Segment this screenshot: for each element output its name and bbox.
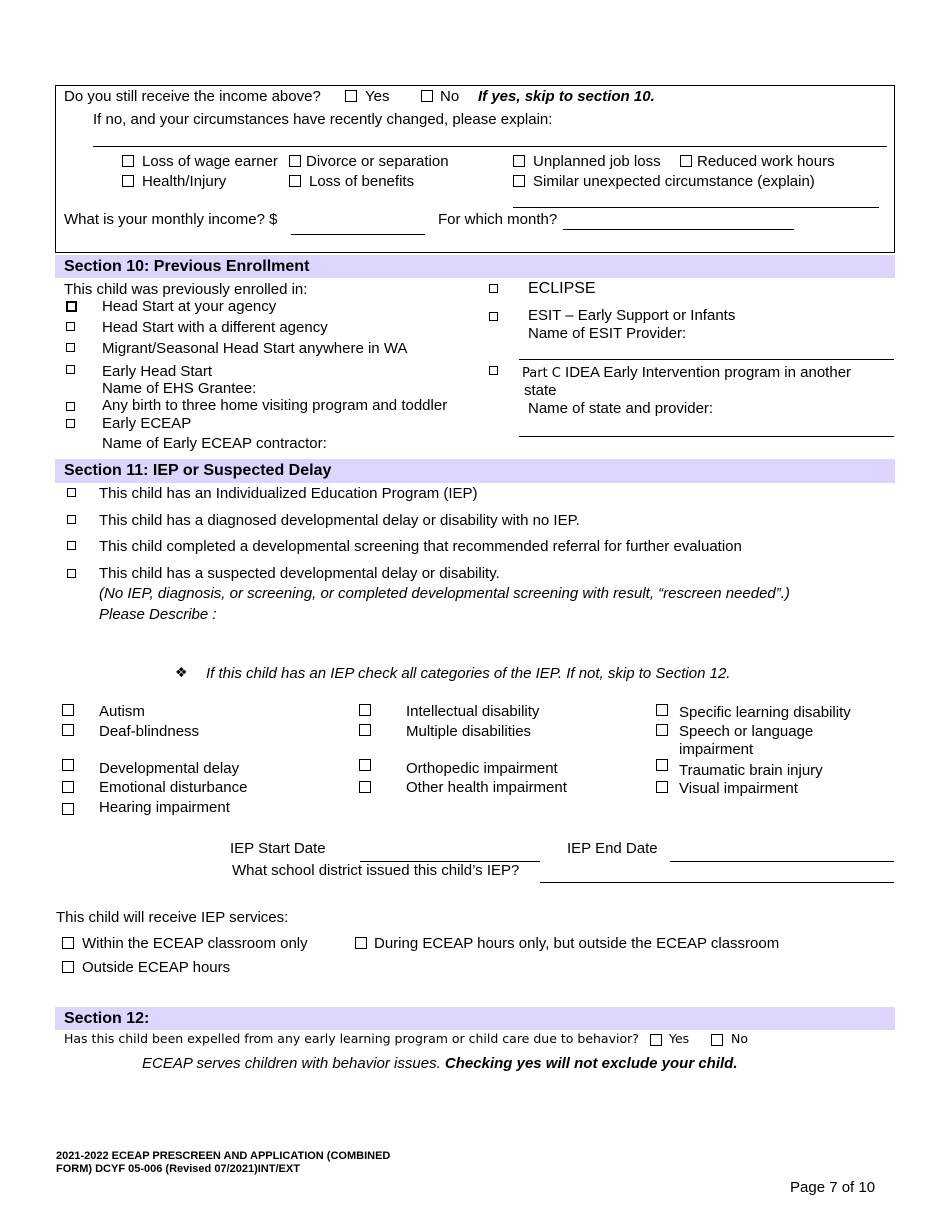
- esit-label: ESIT – Early Support or Infants: [528, 307, 736, 324]
- skip-note: If yes, skip to section 10.: [478, 88, 655, 105]
- health-checkbox[interactable]: [122, 175, 134, 187]
- ehs-label: Early Head Start: [102, 363, 213, 380]
- deaf-blind-checkbox[interactable]: [62, 724, 74, 736]
- job-loss-label: Unplanned job loss: [533, 153, 661, 170]
- monthly-income-field[interactable]: [291, 234, 425, 235]
- income-yes-checkbox[interactable]: [345, 90, 357, 102]
- during-hours-checkbox[interactable]: [355, 937, 367, 949]
- section11-header: [55, 459, 895, 483]
- loss-wage-checkbox[interactable]: [122, 155, 134, 167]
- section10-header: [55, 255, 895, 278]
- ehs-grantee-label: Name of EHS Grantee:: [102, 380, 257, 397]
- behavior-note-bold: Checking yes will not exclude your child.: [444, 1055, 738, 1072]
- speech-label: Speech or language: [679, 723, 814, 740]
- intellectual-label: Intellectual disability: [406, 703, 540, 720]
- hearing-checkbox[interactable]: [62, 803, 74, 815]
- outside-hours-checkbox[interactable]: [62, 961, 74, 973]
- diamond-bullet-icon: ❖: [175, 664, 188, 680]
- footer-form-number: FORM) DCYF 05-006 (Revised 07/2021)INT/EXT: [56, 1163, 300, 1175]
- speech-checkbox[interactable]: [656, 724, 668, 736]
- monthly-income-label: What is your monthly income? $: [64, 211, 278, 228]
- reduced-hours-checkbox[interactable]: [680, 155, 692, 167]
- suspected-label: This child has a suspected developmental delay or disability.: [99, 565, 500, 582]
- during-hours-label: During ECEAP hours only, but outside the ECEAP classroom: [374, 935, 780, 952]
- ehs-checkbox[interactable]: [66, 365, 75, 374]
- income-no-checkbox[interactable]: [421, 90, 433, 102]
- multiple-checkbox[interactable]: [359, 724, 371, 736]
- income-yes-label: Yes: [365, 88, 390, 105]
- district-field[interactable]: [540, 882, 894, 883]
- income-no-label: No: [440, 88, 460, 105]
- suspected-checkbox[interactable]: [67, 569, 76, 578]
- divorce-label: Divorce or separation: [306, 153, 449, 170]
- state-provider-label: Name of state and provider:: [528, 400, 714, 417]
- behavior-note-plain: ECEAP serves children with behavior issues.: [142, 1055, 445, 1072]
- tbi-checkbox[interactable]: [656, 759, 668, 771]
- loss-wage-label: Loss of wage earner: [142, 153, 278, 170]
- tbi-label: Traumatic brain injury: [679, 762, 823, 779]
- early-eceap-contractor-label: Name of Early ECEAP contractor:: [102, 435, 327, 452]
- expelled-question: Has this child been expelled from any early learning program or child care due to behavior?: [64, 1031, 639, 1046]
- hs-agency-label: Head Start at your agency: [102, 298, 277, 315]
- outside-hours-label: Outside ECEAP hours: [82, 959, 231, 976]
- expelled-no-label: No: [731, 1031, 748, 1046]
- eclipse-label: ECLIPSE: [528, 280, 596, 297]
- section10-title: Section 10: Previous Enrollment: [64, 258, 310, 275]
- birth3-checkbox[interactable]: [66, 402, 75, 411]
- diagnosed-checkbox[interactable]: [67, 515, 76, 524]
- dev-delay-label: Developmental delay: [99, 760, 240, 777]
- esit-checkbox[interactable]: [489, 312, 498, 321]
- within-classroom-label: Within the ECEAP classroom only: [82, 935, 308, 952]
- hs-diff-label: Head Start with a different agency: [102, 319, 328, 336]
- dev-delay-checkbox[interactable]: [62, 759, 74, 771]
- expelled-yes-label: Yes: [669, 1031, 690, 1046]
- iep-end-label: IEP End Date: [567, 840, 658, 857]
- section12-header: [55, 1007, 895, 1030]
- loss-benefits-label: Loss of benefits: [309, 173, 415, 190]
- intellectual-checkbox[interactable]: [359, 704, 371, 716]
- partc-checkbox[interactable]: [489, 366, 498, 375]
- early-eceap-checkbox[interactable]: [66, 419, 75, 428]
- screening-checkbox[interactable]: [67, 541, 76, 550]
- which-month-field[interactable]: [563, 229, 794, 230]
- autism-checkbox[interactable]: [62, 704, 74, 716]
- suspected-note: (No IEP, diagnosis, or screening, or completed developmental screening with result, “rescreen needed”.): [99, 585, 790, 602]
- explain-prompt: If no, and your circumstances have recently changed, please explain:: [93, 111, 553, 128]
- iep-label: This child has an Individualized Education Program (IEP): [99, 485, 478, 502]
- orthopedic-checkbox[interactable]: [359, 759, 371, 771]
- screening-label: This child completed a developmental screening that recommended referral for further evaluation: [99, 538, 742, 555]
- hearing-label: Hearing impairment: [99, 799, 230, 816]
- iep-start-label: IEP Start Date: [230, 840, 326, 857]
- describe-label: Please Describe :: [99, 606, 217, 623]
- emotional-checkbox[interactable]: [62, 781, 74, 793]
- footer-form-title: 2021-2022 ECEAP PRESCREEN AND APPLICATION (COMBINED: [56, 1150, 391, 1162]
- other-health-checkbox[interactable]: [359, 781, 371, 793]
- similar-explain-line[interactable]: [513, 207, 879, 208]
- eclipse-checkbox[interactable]: [489, 284, 498, 293]
- iep-end-field[interactable]: [670, 861, 894, 862]
- other-health-label: Other health impairment: [406, 779, 567, 796]
- diagnosed-label: This child has a diagnosed developmental delay or disability with no IEP.: [99, 512, 580, 529]
- speech-label-2: impairment: [679, 741, 754, 758]
- expelled-yes-checkbox[interactable]: [650, 1034, 662, 1046]
- partc-label: [522, 364, 851, 382]
- reduced-hours-label: Reduced work hours: [697, 153, 835, 170]
- within-classroom-checkbox[interactable]: [62, 937, 74, 949]
- hs-diff-checkbox[interactable]: [66, 322, 75, 331]
- income-question: Do you still receive the income above?: [64, 88, 321, 105]
- section10-intro: This child was previously enrolled in:: [64, 281, 308, 298]
- job-loss-checkbox[interactable]: [513, 155, 525, 167]
- early-eceap-label: Early ECEAP: [102, 415, 192, 432]
- loss-benefits-checkbox[interactable]: [289, 175, 301, 187]
- services-label: This child will receive IEP services:: [56, 909, 289, 926]
- visual-label: Visual impairment: [679, 780, 798, 797]
- partc-rest: IDEA Early Intervention program in another: [565, 364, 852, 381]
- multiple-label: Multiple disabilities: [406, 723, 532, 740]
- similar-checkbox[interactable]: [513, 175, 525, 187]
- similar-label: Similar unexpected circumstance (explain): [533, 173, 815, 190]
- partc-prefix: Part C: [522, 366, 561, 381]
- behavior-note: [142, 1055, 738, 1072]
- explain-line[interactable]: [93, 146, 887, 147]
- visual-checkbox[interactable]: [656, 781, 668, 793]
- state-provider-line[interactable]: [519, 436, 894, 437]
- deaf-blind-label: Deaf-blindness: [99, 723, 200, 740]
- district-label: What school district issued this child’s IEP?: [232, 862, 520, 879]
- migrant-checkbox[interactable]: [66, 343, 75, 352]
- specific-learning-label: Specific learning disability: [679, 704, 851, 721]
- iep-note: If this child has an IEP check all categories of the IEP. If not, skip to Section 12.: [206, 665, 731, 682]
- health-label: Health/Injury: [142, 173, 227, 190]
- section12-title: Section 12:: [64, 1010, 150, 1027]
- page-number: Page 7 of 10: [790, 1179, 876, 1196]
- migrant-label: Migrant/Seasonal Head Start anywhere in WA: [102, 340, 408, 357]
- orthopedic-label: Orthopedic impairment: [406, 760, 558, 777]
- specific-learning-checkbox[interactable]: [656, 704, 668, 716]
- emotional-label: Emotional disturbance: [99, 779, 248, 796]
- birth3-label: Any birth to three home visiting program and toddler: [102, 397, 448, 414]
- iep-checkbox[interactable]: [67, 488, 76, 497]
- section11-title: Section 11: IEP or Suspected Delay: [64, 462, 332, 479]
- divorce-checkbox[interactable]: [289, 155, 301, 167]
- esit-provider-label: Name of ESIT Provider:: [528, 325, 687, 342]
- autism-label: Autism: [99, 703, 145, 720]
- partc-state-label: state: [524, 382, 557, 399]
- expelled-no-checkbox[interactable]: [711, 1034, 723, 1046]
- which-month-label: For which month?: [438, 211, 558, 228]
- hs-agency-checkbox[interactable]: [66, 301, 77, 312]
- esit-provider-line[interactable]: [519, 359, 894, 360]
